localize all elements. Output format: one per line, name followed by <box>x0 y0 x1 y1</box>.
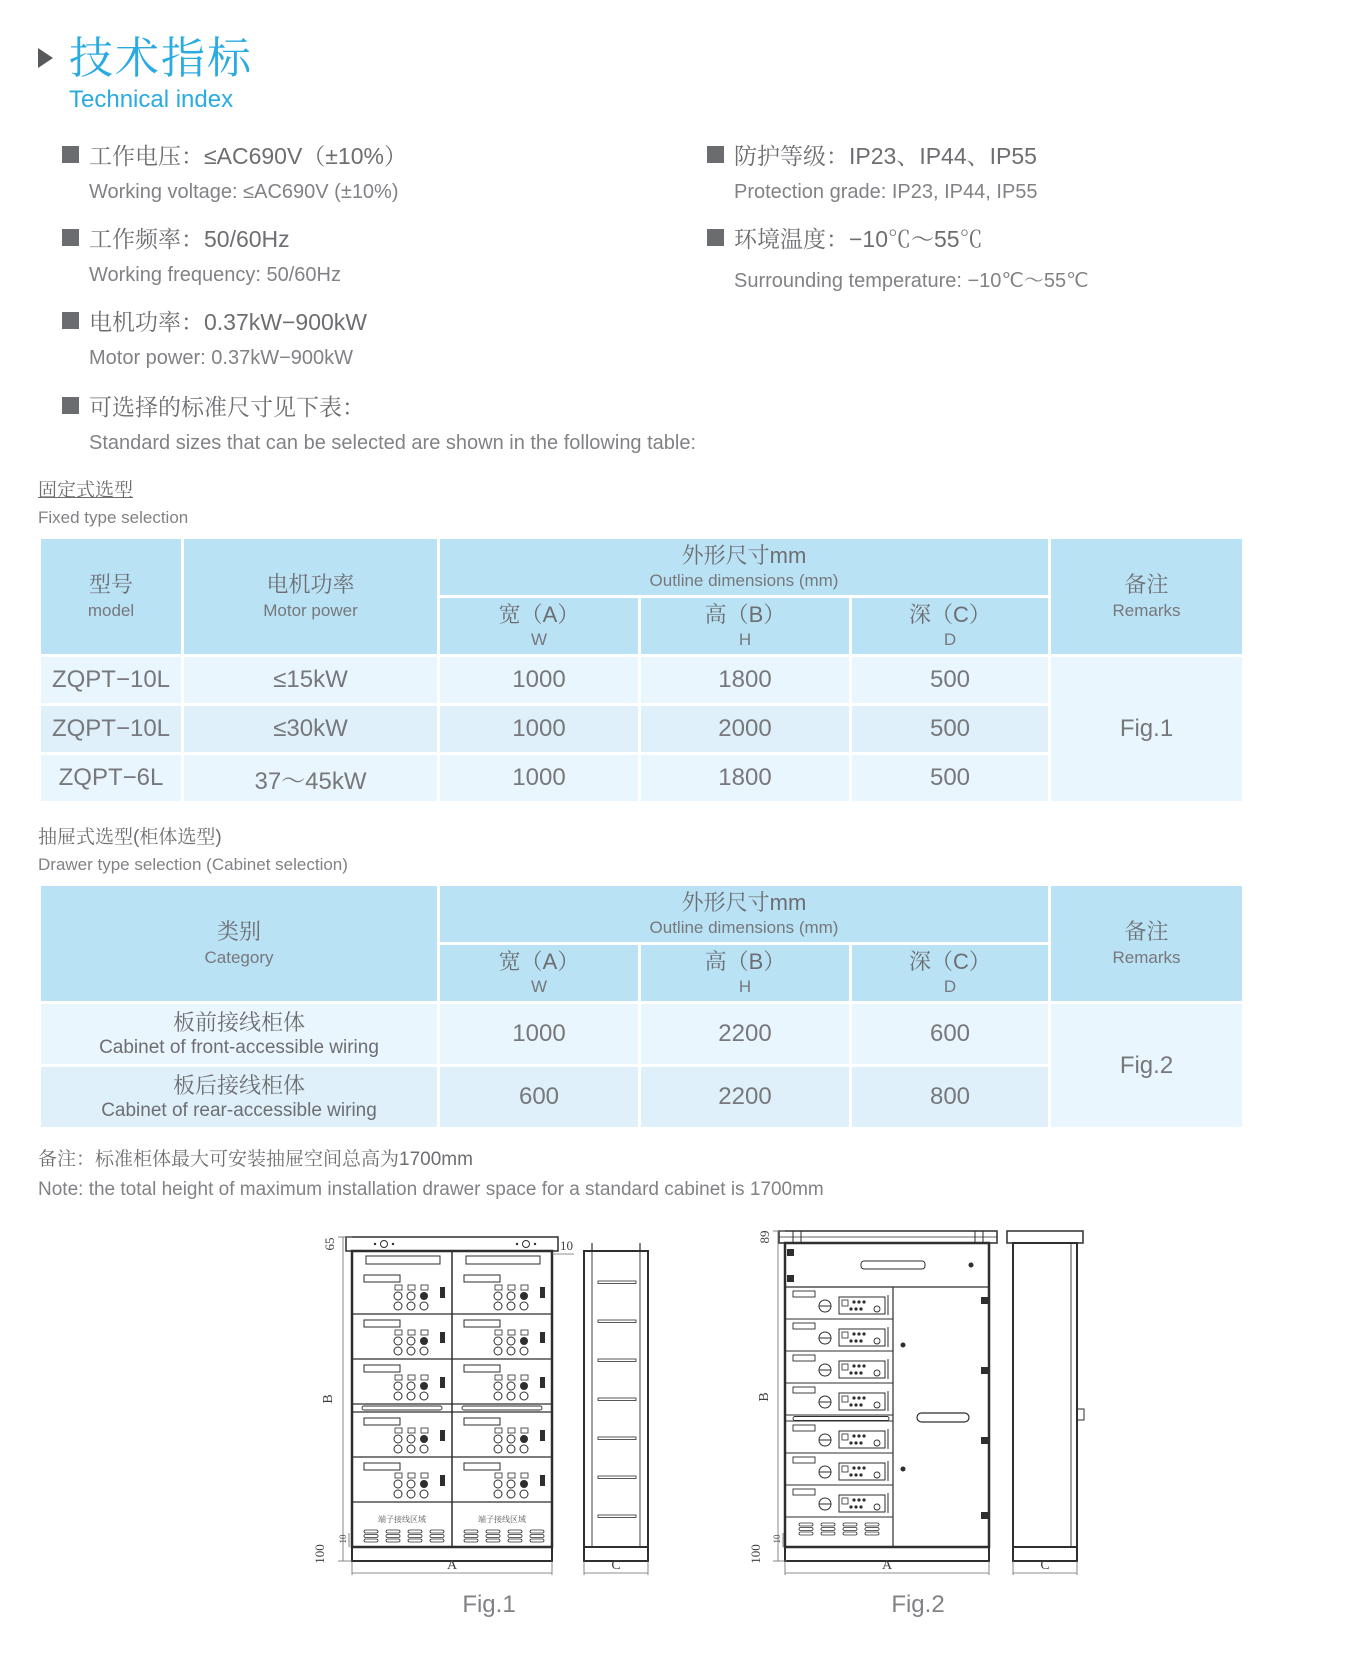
fig1-terminal-area-label: 端子接线区域 <box>377 1515 426 1525</box>
svg-text:B: B <box>320 1394 336 1404</box>
spec-table-intro <box>38 389 1319 461</box>
title-block <box>69 36 253 82</box>
section-fixed-type <box>38 475 1319 528</box>
cell-remark: Fig.1 <box>1051 657 1242 801</box>
section-drawer-type <box>38 822 1319 875</box>
cell-height: 1800 <box>641 657 849 703</box>
spec-en-label: Working voltage: ≤AC690V (±10%) <box>89 181 399 204</box>
fig2-cabinet-drawing <box>741 1217 1096 1589</box>
fig2-dimensions <box>748 1231 1077 1576</box>
section-title-zh: 固定式选型 <box>38 480 134 502</box>
page-subtitle: Technical index <box>69 86 234 114</box>
fig2-door <box>900 1297 988 1519</box>
fig1-side-view <box>584 1243 648 1561</box>
col-header-outline-dimensions: 外形尺寸mm Outline dimensions (mm) <box>440 886 1048 942</box>
col-header-category: 类别 Category <box>41 886 437 1001</box>
cell-category: 板前接线柜体 Cabinet of front-accessible wiring <box>41 1004 437 1064</box>
figure-1 <box>302 1217 677 1619</box>
col-header-depth: 深（C） D <box>852 598 1048 654</box>
svg-text:100: 100 <box>311 1544 327 1564</box>
svg-text:65: 65 <box>321 1237 337 1251</box>
cell-depth: 500 <box>852 706 1048 752</box>
fig1-terminal-area-label: 端子接线区域 <box>477 1515 526 1525</box>
cell-model: ZQPT−10L <box>41 706 181 752</box>
spec-column-left <box>62 138 707 387</box>
cell-width: 1000 <box>440 1004 638 1064</box>
spec-zh-label: 工作频率：50/60Hz <box>89 226 290 253</box>
bullet-square-icon <box>707 229 724 246</box>
triangle-marker-icon <box>38 48 53 68</box>
fig2-front-view <box>785 1243 989 1561</box>
cell-model: ZQPT−10L <box>41 657 181 703</box>
fig1-top-cap <box>346 1237 558 1251</box>
spec-item-protection-grade <box>707 138 1319 204</box>
cell-depth: 600 <box>852 1004 1048 1064</box>
section-title-en: Drawer type selection (Cabinet selection) <box>38 855 348 875</box>
fig1-cabinet-drawing <box>302 1217 677 1589</box>
svg-text:C: C <box>1039 1558 1050 1574</box>
note-zh: 备注：标准柜体最大可安装抽屉空间总高为1700mm <box>38 1149 473 1171</box>
spec-item-motor-power <box>62 304 707 370</box>
svg-text:10: 10 <box>559 1238 573 1254</box>
cell-height: 2000 <box>641 706 849 752</box>
col-header-width: 宽（A） W <box>440 945 638 1001</box>
col-header-height: 高（B） H <box>641 598 849 654</box>
bullet-square-icon <box>62 312 79 329</box>
figures-row <box>38 1217 1319 1619</box>
cell-height: 1800 <box>641 755 849 801</box>
fig2-drawer-units <box>793 1291 888 1513</box>
page-header <box>38 36 1319 82</box>
table-row <box>41 1004 1242 1064</box>
cell-width: 1000 <box>440 706 638 752</box>
cell-remark: Fig.2 <box>1051 1004 1242 1127</box>
cell-height: 2200 <box>641 1067 849 1127</box>
svg-text:B: B <box>756 1392 772 1402</box>
spec-column-right <box>707 138 1319 387</box>
fig1-front-view <box>352 1251 552 1561</box>
col-header-outline-dimensions: 外形尺寸mm Outline dimensions (mm) <box>440 539 1048 595</box>
spec-item-surrounding-temperature <box>707 221 1319 293</box>
svg-text:C: C <box>610 1558 621 1574</box>
cell-power: 37～45kW <box>184 755 437 801</box>
col-header-remarks: 备注 Remarks <box>1051 539 1242 654</box>
spec-zh-label: 防护等级：IP23、IP44、IP55 <box>734 143 1037 170</box>
spec-zh-label: 环境温度：−10℃～55℃ <box>734 226 983 253</box>
drawer-type-table <box>38 883 1245 1130</box>
figure-2 <box>741 1217 1096 1619</box>
spec-en-label: Standard sizes that can be selected are shown in the following table: <box>89 432 697 455</box>
spec-en-label: Motor power: 0.37kW−900kW <box>89 347 353 370</box>
fig1-vents <box>364 1530 544 1542</box>
cell-model: ZQPT−6L <box>41 755 181 801</box>
spec-item-working-frequency <box>62 221 707 287</box>
spec-item-working-voltage <box>62 138 707 204</box>
cell-category: 板后接线柜体 Cabinet of rear-accessible wiring <box>41 1067 437 1127</box>
cell-depth: 500 <box>852 755 1048 801</box>
cell-width: 1000 <box>440 657 638 703</box>
spec-list <box>38 138 1319 387</box>
bullet-square-icon <box>62 229 79 246</box>
fig2-side-view <box>1007 1231 1084 1561</box>
spec-en-label: Protection grade: IP23, IP44, IP55 <box>734 181 1038 204</box>
fig2-vents <box>799 1523 879 1535</box>
col-header-depth: 深（C） D <box>852 945 1048 1001</box>
fig1-drawer-grid <box>364 1275 545 1498</box>
col-header-model: 型号 model <box>41 539 181 654</box>
col-header-width: 宽（A） W <box>440 598 638 654</box>
spec-zh-label: 工作电压：≤AC690V（±10%） <box>89 143 407 170</box>
svg-text:100: 100 <box>747 1544 763 1564</box>
fig2-top-cap <box>779 1231 997 1243</box>
page-title: 技术指标 <box>69 34 253 83</box>
cell-width: 1000 <box>440 755 638 801</box>
spec-en-label: Surrounding temperature: −10℃～55℃ <box>734 270 1089 293</box>
section-title-zh: 抽屉式选型(柜体选型) <box>38 827 222 849</box>
svg-text:A: A <box>881 1558 892 1574</box>
col-header-height: 高（B） H <box>641 945 849 1001</box>
note-en: Note: the total height of maximum installation drawer space for a standard cabinet is 1700mm <box>38 1179 824 1201</box>
cell-depth: 800 <box>852 1067 1048 1127</box>
spec-en-label: Working frequency: 50/60Hz <box>89 264 341 287</box>
svg-text:89: 89 <box>756 1230 772 1244</box>
svg-text:10: 10 <box>337 1534 348 1544</box>
figure-2-caption: Fig.2 <box>891 1591 945 1619</box>
cell-width: 600 <box>440 1067 638 1127</box>
cell-power: ≤30kW <box>184 706 437 752</box>
fixed-type-table <box>38 536 1245 804</box>
svg-text:10: 10 <box>771 1534 782 1544</box>
bullet-square-icon <box>62 146 79 163</box>
cell-depth: 500 <box>852 657 1048 703</box>
spec-zh-label: 可选择的标准尺寸见下表： <box>89 394 365 421</box>
table-row <box>41 657 1242 703</box>
cell-height: 2200 <box>641 1004 849 1064</box>
col-header-remarks: 备注 Remarks <box>1051 886 1242 1001</box>
section-title-en: Fixed type selection <box>38 508 189 528</box>
col-header-motor-power: 电机功率 Motor power <box>184 539 437 654</box>
figure-1-caption: Fig.1 <box>462 1591 516 1619</box>
svg-text:A: A <box>446 1558 457 1574</box>
bullet-square-icon <box>707 146 724 163</box>
cell-power: ≤15kW <box>184 657 437 703</box>
bullet-square-icon <box>62 397 79 414</box>
spec-zh-label: 电机功率：0.37kW−900kW <box>89 309 367 336</box>
